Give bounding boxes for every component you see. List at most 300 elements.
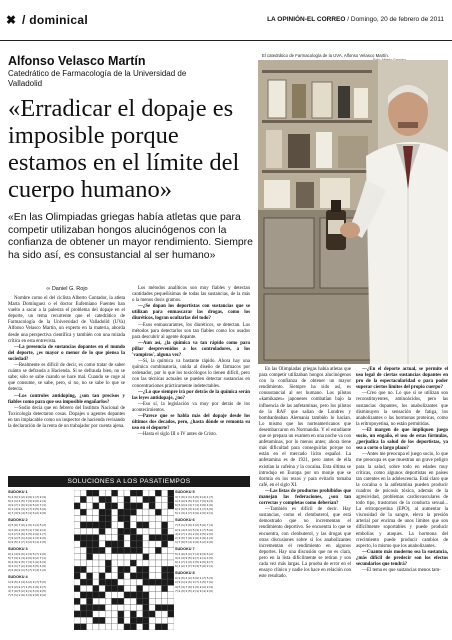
grid-cell	[80, 605, 86, 611]
sudoku-row: 5|1|3|4|7|9|8|2|6|3|1|	[175, 511, 214, 516]
grid-cell	[124, 503, 130, 509]
grid-cell	[130, 605, 136, 611]
grid-cell	[93, 547, 99, 553]
grid-cell	[105, 579, 111, 585]
grid-cell	[105, 598, 111, 604]
grid-cell	[118, 585, 124, 591]
grid-cell	[162, 547, 168, 553]
grid-cell	[80, 624, 86, 630]
grid-cell	[137, 605, 143, 611]
grid-cell	[105, 566, 111, 572]
sudoku-row: 3|7|9|2|1|6|5|8|4|1|7|	[175, 495, 214, 499]
grid-cell	[124, 579, 130, 585]
grid-cell	[124, 554, 130, 560]
grid-cell	[80, 573, 86, 579]
grid-cell	[87, 605, 93, 611]
grid-cell	[112, 611, 118, 617]
grid-cell	[93, 528, 99, 534]
sudoku-heading: SUDOKU 3	[8, 546, 28, 551]
interview-question: —¿Se dopan los deportistas con sustancias que se utilizan para enmascarar las drogas, como los diuréticos, logran ocultarlas del todo?	[132, 304, 250, 322]
grid-cell	[118, 611, 124, 617]
grid-cell	[162, 503, 168, 509]
grid-cell	[149, 617, 155, 623]
body-paragraph: —Realmente es difícil de decir, es como tratar de saber cuánto se defrauda a Hacienda. Si se defrauda bien, no se sabe; sólo se sabe cuando se hace mal. Cuando se coge al que consume, se sabe, pero, si no, no se sabe lo que se detecta.	[8, 363, 125, 393]
sudoku-heading: SUDOKU 1	[8, 490, 28, 494]
sudoku-solutions-right	[175, 490, 250, 596]
sudoku-solution	[175, 571, 250, 592]
grid-cell	[143, 503, 149, 509]
grid-cell	[118, 535, 124, 541]
grid-cell	[124, 535, 130, 541]
grid-cell	[112, 560, 118, 566]
sudoku-row: 6|1|4|8|3|2|7|9|5|6|8|	[8, 507, 47, 512]
sudoku-row: 1|3|7|6|9|4|5|2|8|1|7|	[8, 531, 47, 536]
grid-cell	[93, 617, 99, 623]
grid-cell	[87, 528, 93, 534]
grid-cell	[130, 573, 136, 579]
sudoku-row: 2|9|1|8|6|3|7|4|5|7|8|	[175, 580, 214, 585]
sudoku-heading: SUDOKU 4	[8, 575, 28, 580]
grid-cell	[105, 585, 111, 591]
sudoku-solution	[8, 490, 72, 515]
grid-cell	[130, 560, 136, 566]
grid-cell	[105, 554, 111, 560]
sudoku-row: 7|8|6|3|5|2|1|9|4|8|6|	[175, 588, 214, 593]
grid-cell	[105, 528, 111, 534]
grid-cell	[124, 547, 130, 553]
grid-cell	[124, 592, 130, 598]
grid-cell	[99, 592, 105, 598]
sudoku-row: 5|4|6|3|2|8|9|1|7|8|3|	[8, 495, 47, 499]
grid-cell	[130, 496, 136, 502]
grid-cell	[112, 535, 118, 541]
grid-cell	[149, 598, 155, 604]
sudoku-row: 8|3|5|4|2|6|9|1|7|5|3|	[175, 576, 214, 581]
grid-cell	[80, 496, 86, 502]
grid-cell	[87, 515, 93, 521]
grid-cell	[105, 560, 111, 566]
portrait-photo	[258, 60, 448, 364]
sudoku-row: 2|5|9|7|8|1|6|3|4|5|2|	[8, 523, 47, 528]
grid-cell	[155, 598, 161, 604]
grid-cell	[80, 490, 86, 496]
grid-cell	[124, 605, 130, 611]
newspaper-name: LA OPINIÓN-EL CORREO	[267, 16, 346, 23]
crossword-solution-grid	[74, 490, 174, 630]
grid-cell	[93, 560, 99, 566]
grid-cell	[155, 585, 161, 591]
grid-cell	[162, 566, 168, 572]
grid-cell	[143, 611, 149, 617]
grid-cell	[155, 566, 161, 572]
grid-cell	[118, 509, 124, 515]
sudoku-row: 8|7|3|9|4|5|1|6|2|3|9|	[8, 511, 47, 516]
grid-cell	[74, 496, 80, 502]
text-column-2	[132, 286, 250, 438]
grid-cell	[74, 554, 80, 560]
grid-cell	[143, 535, 149, 541]
interviewee-role: Catedrático de Farmacología de la Universidad de Valladolid	[8, 69, 187, 88]
grid-cell	[155, 541, 161, 547]
interviewee-name: Alfonso Velasco Martín	[8, 54, 146, 68]
grid-cell	[143, 624, 149, 630]
body-paragraph: —El tema es que sustancias menos tam-	[362, 568, 441, 574]
grid-cell	[93, 579, 99, 585]
grid-cell	[124, 515, 130, 521]
grid-cell	[87, 503, 93, 509]
grid-cell	[80, 611, 86, 617]
grid-cell	[168, 617, 174, 623]
grid-cell	[99, 496, 105, 502]
grid-cell	[124, 522, 130, 528]
grid-cell	[137, 547, 143, 553]
grid-cell	[168, 585, 174, 591]
grid-cell	[118, 624, 124, 630]
grid-cell	[137, 624, 143, 630]
grid-cell	[162, 515, 168, 521]
grid-cell	[130, 617, 136, 623]
grid-cell	[80, 566, 86, 572]
sudoku-row: 9|2|6|5|3|8|4|1|7|6|5|	[175, 507, 214, 512]
grid-cell	[149, 528, 155, 534]
body-paragraph: —Sí, la química va bastante rápido. Ahora hay una química combinatoria, unida al diseño de fármacos por ordenador, por lo que los toxicólogos lo tienen difícil, pero con las técnicas actuales se pueden detectar sustancias en concentraciones prácticamente indetectables.	[132, 359, 250, 389]
grid-cell	[168, 515, 174, 521]
grid-cell	[168, 605, 174, 611]
grid-cell	[155, 509, 161, 515]
grid-cell	[93, 624, 99, 630]
grid-cell	[130, 566, 136, 572]
interview-question: —El margen de que impliquen juego sucio, un engaño, el uso de estas fórmulas, ¿perjudica la salud de los deportistas, ya sea a corto o largo plazo?	[356, 427, 448, 452]
section-label: ✖ / dominical	[6, 13, 88, 27]
grid-cell	[112, 566, 118, 572]
x-mark-icon: ✖	[6, 13, 17, 27]
issue-date: / Domingo, 20 de febrero de 2011	[347, 16, 444, 23]
grid-cell	[99, 560, 105, 566]
grid-cell	[168, 554, 174, 560]
grid-cell	[74, 490, 80, 496]
grid-cell	[168, 598, 174, 604]
grid-cell	[137, 611, 143, 617]
grid-cell	[74, 579, 80, 585]
sudoku-solution	[8, 518, 72, 543]
grid-cell	[80, 509, 86, 515]
grid-cell	[74, 624, 80, 630]
grid-cell	[130, 554, 136, 560]
grid-cell	[99, 611, 105, 617]
grid-cell	[137, 496, 143, 502]
grid-cell	[87, 509, 93, 515]
grid-cell	[93, 611, 99, 617]
grid-cell	[162, 624, 168, 630]
grid-cell	[93, 522, 99, 528]
sudoku-heading: SUDOKU 6	[175, 518, 195, 523]
grid-cell	[87, 496, 93, 502]
grid-cell	[162, 541, 168, 547]
grid-cell	[162, 617, 168, 623]
grid-cell	[137, 579, 143, 585]
grid-cell	[74, 535, 80, 541]
grid-cell	[168, 573, 174, 579]
grid-cell	[149, 592, 155, 598]
grid-cell	[143, 547, 149, 553]
grid-cell	[112, 554, 118, 560]
grid-cell	[80, 554, 86, 560]
grid-cell	[168, 503, 174, 509]
grid-cell	[130, 490, 136, 496]
grid-cell	[99, 598, 105, 604]
grid-cell	[87, 560, 93, 566]
grid-cell	[149, 515, 155, 521]
grid-cell	[130, 528, 136, 534]
grid-cell	[143, 579, 149, 585]
sudoku-row: 1|4|8|9|5|3|2|7|6|9|3|	[175, 499, 214, 504]
grid-cell	[130, 579, 136, 585]
grid-cell	[87, 573, 93, 579]
grid-cell	[149, 547, 155, 553]
sudoku-row: 4|6|8|2|3|5|1|7|9|8|4|	[8, 527, 47, 532]
text-column-1	[8, 296, 125, 430]
interview-question: —¿En el deporte actual, se permite el uso legal de ciertas sustancias dopantes en pro de la espectacularidad o para poder superar ciertos límites del propio cuerpo?	[356, 367, 448, 391]
grid-cell	[149, 611, 155, 617]
sudoku-row: 2|6|9|8|1|5|7|3|4|1|2|	[8, 568, 47, 573]
grid-cell	[143, 585, 149, 591]
grid-cell	[118, 554, 124, 560]
grid-cell	[168, 611, 174, 617]
grid-cell	[162, 490, 168, 496]
sudoku-row: 4|5|3|7|9|1|6|8|2|3|4|	[175, 584, 214, 589]
body-paragraph: —Eso sí, la legislación va muy por detrás de los acontecimientos.	[132, 401, 250, 413]
grid-cell	[87, 598, 93, 604]
grid-cell	[155, 490, 161, 496]
grid-cell	[99, 541, 105, 547]
grid-cell	[74, 560, 80, 566]
grid-cell	[155, 579, 161, 585]
grid-cell	[118, 496, 124, 502]
grid-cell	[105, 541, 111, 547]
grid-cell	[87, 547, 93, 553]
grid-cell	[143, 522, 149, 528]
grid-cell	[137, 509, 143, 515]
grid-cell	[105, 617, 111, 623]
interview-question: —Cuanto más moderno sea la sustancia, ¿más difícil de predecir son los efectos secundarios que tendrá?	[356, 549, 448, 567]
grid-cell	[130, 592, 136, 598]
grid-cell	[80, 522, 86, 528]
grid-cell	[137, 541, 143, 547]
grid-cell	[112, 579, 118, 585]
grid-cell	[93, 573, 99, 579]
grid-cell	[80, 598, 86, 604]
body-paragraph: —Esos enmascarantes, los diuréticos, se detectan. Los métodos para detectarlos son tan fiables como los usados para descubrir al agente dopante.	[132, 322, 250, 340]
grid-cell	[155, 617, 161, 623]
sudoku-solutions-left	[8, 490, 72, 600]
grid-cell	[124, 528, 130, 534]
grid-cell	[155, 624, 161, 630]
grid-cell	[87, 579, 93, 585]
grid-cell	[137, 573, 143, 579]
grid-cell	[124, 573, 130, 579]
grid-cell	[74, 515, 80, 521]
grid-cell	[74, 605, 80, 611]
grid-cell	[143, 605, 149, 611]
grid-cell	[112, 522, 118, 528]
body-paragraph: Los métodos analíticos son muy fiables y detectan cantidades pequeñísimas de todas las sustancias, de la más o la menos dosis gramos.	[132, 286, 250, 304]
grid-cell	[99, 528, 105, 534]
byline: ∞ Daniel G. Rojo	[46, 286, 88, 292]
grid-cell	[93, 592, 99, 598]
grid-cell	[162, 592, 168, 598]
grid-cell	[112, 573, 118, 579]
grid-cell	[130, 515, 136, 521]
sudoku-heading: SUDOKU 5	[175, 490, 195, 494]
interview-question: —Los controles antidoping, ¿son tan precisos y fiables como para que sea imposible engañarlos?	[8, 393, 125, 405]
grid-cell	[80, 528, 86, 534]
grid-cell	[137, 617, 143, 623]
grid-cell	[112, 503, 118, 509]
grid-cell	[118, 547, 124, 553]
sudoku-solution	[8, 547, 72, 572]
grid-cell	[162, 611, 168, 617]
grid-cell	[162, 579, 168, 585]
grid-cell	[99, 624, 105, 630]
grid-cell	[168, 490, 174, 496]
grid-cell	[74, 528, 80, 534]
grid-cell	[93, 535, 99, 541]
grid-cell	[124, 566, 130, 572]
grid-cell	[162, 585, 168, 591]
grid-cell	[162, 554, 168, 560]
grid-cell	[149, 605, 155, 611]
grid-cell	[130, 535, 136, 541]
grid-cell	[93, 566, 99, 572]
grid-cell	[137, 598, 143, 604]
sudoku-row: 1|7|9|5|4|3|8|6|2|8|9|	[175, 539, 214, 544]
grid-cell	[143, 509, 149, 515]
grid-cell	[74, 566, 80, 572]
grid-cell	[105, 522, 111, 528]
sudoku-row: 6|3|2|8|7|1|5|4|9|3|7|	[8, 584, 47, 589]
grid-cell	[130, 585, 136, 591]
grid-cell	[112, 624, 118, 630]
grid-cell	[93, 541, 99, 547]
grid-cell	[149, 490, 155, 496]
grid-cell	[124, 624, 130, 630]
grid-cell	[93, 515, 99, 521]
grid-cell	[155, 611, 161, 617]
grid-cell	[168, 547, 174, 553]
body-paragraph: —Antes me preocupa el juego sucio, lo que me preocupa es que muestran un grave peligro para la salud, sobre todo en edades muy críticas, como algunos deportistas en países tan carentes en la adolescencia. Está claro que la cocaína o la anfetamina pueden producir cuadros de psicosis tóxica, además de la agresividad, problemas cardiovasculares de todo tipo, trastornos de la conducta sexual... La eritropoyetina (EPO), al aumentar la viscosidad de la sangre, eleva la presión arterial por encima de unos límites que son difícilmente soportables y puede producir embolias y ataques. La hormona del crecimiento puede producir cambios de aspecto, lo mismo que los anabolizantes.	[356, 452, 448, 549]
grid-cell	[130, 598, 136, 604]
grid-cell	[124, 490, 130, 496]
grid-cell	[112, 598, 118, 604]
grid-cell	[105, 535, 111, 541]
grid-cell	[118, 598, 124, 604]
grid-cell	[105, 547, 111, 553]
headline: «Erradicar el dopaje es imposible porque estamos en el límite del cuerpo humano»	[8, 95, 240, 203]
grid-cell	[118, 560, 124, 566]
grid-cell	[80, 547, 86, 553]
grid-cell	[74, 611, 80, 617]
grid-cell	[130, 611, 136, 617]
grid-cell	[137, 560, 143, 566]
grid-cell	[149, 579, 155, 585]
sudoku-row: 6|4|2|1|7|9|3|5|8|2|1|	[175, 564, 214, 569]
grid-cell	[118, 522, 124, 528]
grid-cell	[143, 541, 149, 547]
sudoku-row: 4|7|8|5|2|9|1|6|3|8|5|	[8, 588, 47, 593]
sudoku-row: 8|9|4|6|2|5|3|1|7|5|8|	[175, 527, 214, 532]
grid-cell	[143, 490, 149, 496]
sudoku-row: 3|4|1|7|2|9|8|6|5|4|9|	[8, 564, 47, 569]
grid-cell	[87, 624, 93, 630]
grid-cell	[137, 535, 143, 541]
grid-cell	[124, 598, 130, 604]
grid-cell	[137, 585, 143, 591]
grid-cell	[124, 611, 130, 617]
grid-cell	[118, 490, 124, 496]
grid-cell	[112, 585, 118, 591]
portrait-illustration	[258, 60, 448, 364]
grid-cell	[99, 535, 105, 541]
body-paragraph: —Sodio decía que en febrero del Instituto Nacional de Toxicología detectaron cosas. Dopajes o agentes dopantes en tan implacable como un inspector de hacienda revisando la declaración de la renta de un trabajador por cuenta ajena.	[8, 405, 125, 429]
grid-cell	[155, 547, 161, 553]
grid-cell	[74, 585, 80, 591]
grid-cell	[93, 598, 99, 604]
grid-cell	[168, 509, 174, 515]
body-paragraph: —Hasta el siglo III o IV antes de Cristo.	[138, 432, 218, 438]
grid-cell	[162, 573, 168, 579]
grid-cell	[74, 592, 80, 598]
grid-cell	[112, 509, 118, 515]
sudoku-row: 4|8|7|1|6|2|9|3|5|2|6|	[175, 531, 214, 536]
grid-cell	[118, 573, 124, 579]
grid-cell	[112, 605, 118, 611]
sudoku-heading: SUDOKU 8	[175, 571, 195, 576]
grid-cell	[143, 617, 149, 623]
grid-cell	[99, 509, 105, 515]
sudoku-row: 7|5|1|2|9|4|3|8|6|9|2|	[8, 592, 47, 597]
text-column-4	[356, 367, 448, 574]
newspaper-line	[267, 16, 444, 23]
grid-cell	[112, 490, 118, 496]
grid-cell	[155, 554, 161, 560]
sudoku-solution	[175, 490, 250, 515]
grid-cell	[149, 560, 155, 566]
grid-cell	[143, 560, 149, 566]
grid-cell	[99, 573, 105, 579]
sudoku-row: 5|2|8|6|1|7|4|9|3|6|2|	[175, 551, 214, 556]
grid-cell	[137, 528, 143, 534]
grid-cell	[105, 509, 111, 515]
grid-cell	[162, 528, 168, 534]
grid-cell	[149, 503, 155, 509]
grid-cell	[162, 560, 168, 566]
grid-cell	[162, 496, 168, 502]
grid-cell	[80, 579, 86, 585]
grid-cell	[149, 535, 155, 541]
grid-cell	[74, 509, 80, 515]
grid-cell	[87, 566, 93, 572]
grid-cell	[155, 605, 161, 611]
grid-cell	[168, 560, 174, 566]
grid-cell	[74, 573, 80, 579]
grid-cell	[87, 522, 93, 528]
sudoku-solution	[8, 575, 72, 596]
grid-cell	[87, 554, 93, 560]
grid-cell	[118, 566, 124, 572]
sudoku-row: 8|1|4|9|6|2|3|5|7|2|8|	[8, 551, 47, 556]
page-header	[0, 0, 452, 41]
grid-cell	[143, 592, 149, 598]
